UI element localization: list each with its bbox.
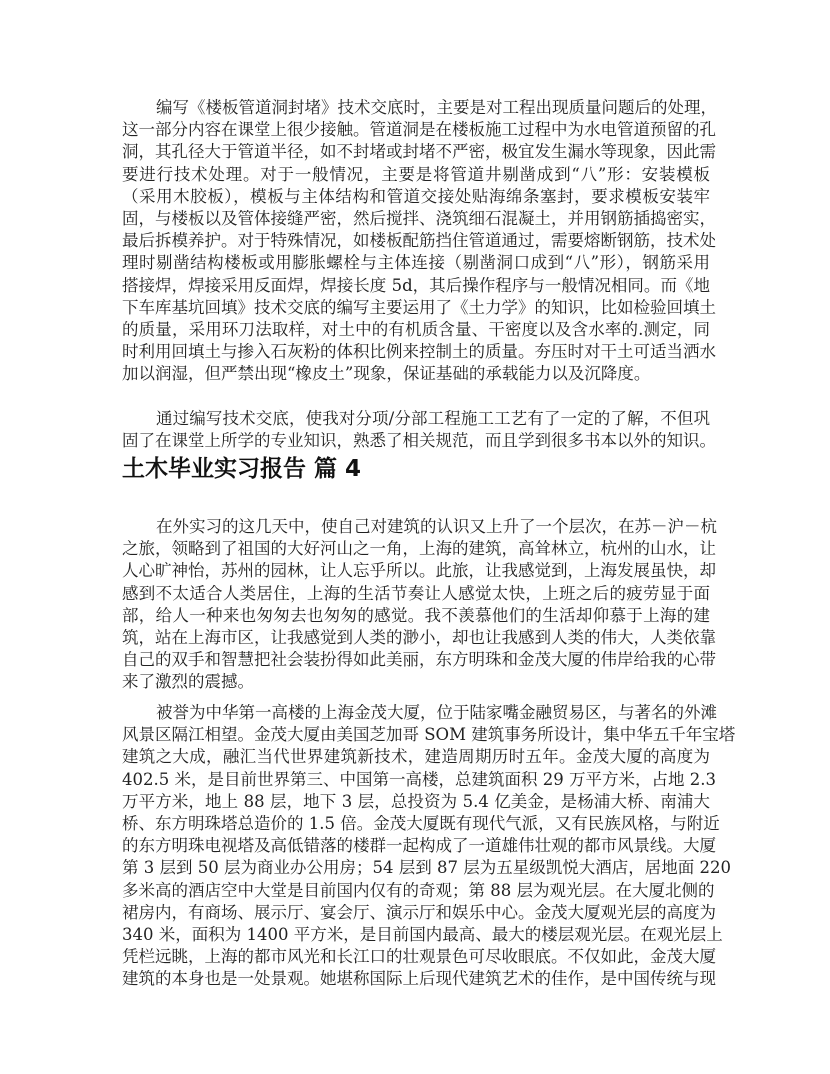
- text-line: 通过编写技术交底，使我对分项/分部工程施工工艺有了一定的了解，不但巩: [156, 409, 710, 428]
- text-line: 万平方米，地上 88 层，地下 3 层，总投资为 5.4 亿美金，是杨浦大桥、南浦大: [122, 791, 710, 811]
- text-line: 建筑的本身也是一处景观。她堪称国际上后现代建筑艺术的佳作，是中国传统与现: [122, 969, 716, 989]
- paragraph-1: [122, 97, 717, 385]
- text-line: 最后拆模养护。对于特殊情况，如楼板配筋挡住管道通过，需要熔断钢筋，技术处: [122, 231, 716, 251]
- text-line: 裙房内，有商场、展示厅、宴会厅、演示厅和娱乐中心。金茂大厦观光层的高度为: [122, 902, 716, 922]
- section-heading: 土木毕业实习报告 篇 4: [122, 456, 362, 482]
- text-line: 部，给人一种来也匆匆去也匆匆的感觉。我不羡慕他们的生活却仰慕于上海的建: [122, 605, 710, 625]
- text-line: 固了在课堂上所学的专业知识，熟悉了相关规范，而且学到很多书本以外的知识。: [122, 431, 716, 451]
- text-line: 来了激烈的震撼。: [122, 672, 254, 692]
- text-line: 筑，站在上海市区，让我感觉到人类的渺小，却也让我感到人类的伟大，人类依靠: [122, 627, 716, 647]
- text-line: 之旅，领略到了祖国的大好河山之一角，上海的建筑，高耸林立，杭州的山水，让: [122, 539, 716, 559]
- text-line: 这一部分内容在课堂上很少接触。管道洞是在楼板施工过程中为水电管道预留的孔: [122, 120, 716, 140]
- text-line: 桥、东方明珠塔总造价的 1.5 倍。金茂大厦既有现代气派，又有民族风格，与附近: [122, 813, 720, 833]
- text-line: 凭栏远眺，上海的都市风光和长江口的壮观景色可尽收眼底。不仅如此，金茂大厦: [122, 947, 716, 967]
- paragraph-4: [122, 702, 736, 990]
- text-line: 搭接焊，焊接采用反面焊，焊接长度 5d，其后操作程序与一般情况相同。而《地: [122, 275, 710, 295]
- text-line: 340 米，面积为 1400 平方米，是目前国内最高、最大的楼层观光层。在观光层上: [122, 924, 723, 944]
- text-line: 要进行技术处理。对于一般情况，主要是将管道井剔凿成到“八”形：安装模板: [122, 164, 710, 184]
- text-line: 多米高的酒店空中大堂是目前国内仅有的奇观；第 88 层为观光层。在大厦北侧的: [122, 880, 715, 900]
- text-line: 的质量，采用环刀法取样，对土中的有机质含量、干密度以及含水率的.测定，同: [122, 319, 710, 339]
- paragraph-2: [122, 408, 716, 452]
- text-line: 风景区隔江相望。金茂大厦由美国芝加哥 SOM 建筑事务所设计，集中华五千年宝塔: [122, 725, 736, 745]
- text-line: 自己的双手和智慧把社会装扮得如此美丽，东方明珠和金茂大厦的伟岸给我的心带: [122, 650, 716, 670]
- text-line: 时利用回填土与掺入石灰粉的体积比例来控制土的质量。夯压时对干土可适当洒水: [122, 342, 716, 362]
- text-line: 的东方明珠电视塔及高低错落的楼群一起构成了一道雄伟壮观的都市风景线。大厦: [122, 836, 716, 856]
- text-line: 被誉为中华第一高楼的上海金茂大厦，位于陆家嘴金融贸易区，与著名的外滩: [156, 703, 717, 722]
- text-line: 洞，其孔径大于管道半径，如不封堵或封堵不严密，极宜发生漏水等现象，因此需: [122, 142, 716, 162]
- text-line: 人心旷神怡，苏州的园林，让人忘乎所以。此旅，让我感觉到，上海发展虽快，却: [122, 561, 716, 581]
- paragraph-3: [122, 516, 717, 694]
- text-line: 402.5 米，是目前世界第三、中国第一高楼，总建筑面积 29 万平方米，占地 2.3: [122, 769, 716, 789]
- text-line: 加以润湿，但严禁出现“橡皮土”现象，保证基础的承载能力以及沉降度。: [122, 364, 651, 384]
- text-line: 固，与楼板以及管体接缝严密，然后搅拌、浇筑细石混凝土，并用钢筋插捣密实，: [122, 208, 716, 228]
- text-line: 第 3 层到 50 层为商业办公用房；54 层到 87 层为五星级凯悦大酒店，居地面 220: [122, 858, 731, 878]
- text-line: 编写《楼板管道洞封堵》技术交底时，主要是对工程出现质量问题后的处理，: [156, 98, 717, 117]
- text-line: 理时剔凿结构楼板或用膨胀螺栓与主体连接（剔凿洞口成到“八”形），钢筋采用: [122, 253, 710, 273]
- text-line: 在外实习的这几天中，使自己对建筑的认识又上升了一个层次，在苏－沪－杭: [156, 517, 717, 536]
- text-line: （采用木胶板），模板与主体结构和管道交接处贴海绵条塞封，要求模板安装牢: [122, 186, 710, 206]
- text-line: 建筑之大成，融汇当代世界建筑新技术，建造周期历时五年。金茂大厦的高度为: [122, 747, 710, 767]
- text-line: 感到不太适合人类居住，上海的生活节奏让人感觉太快，上班之后的疲劳显于面: [122, 583, 710, 603]
- text-line: 下车库基坑回填》技术交底的编写主要运用了《土力学》的知识，比如检验回填土: [122, 297, 716, 317]
